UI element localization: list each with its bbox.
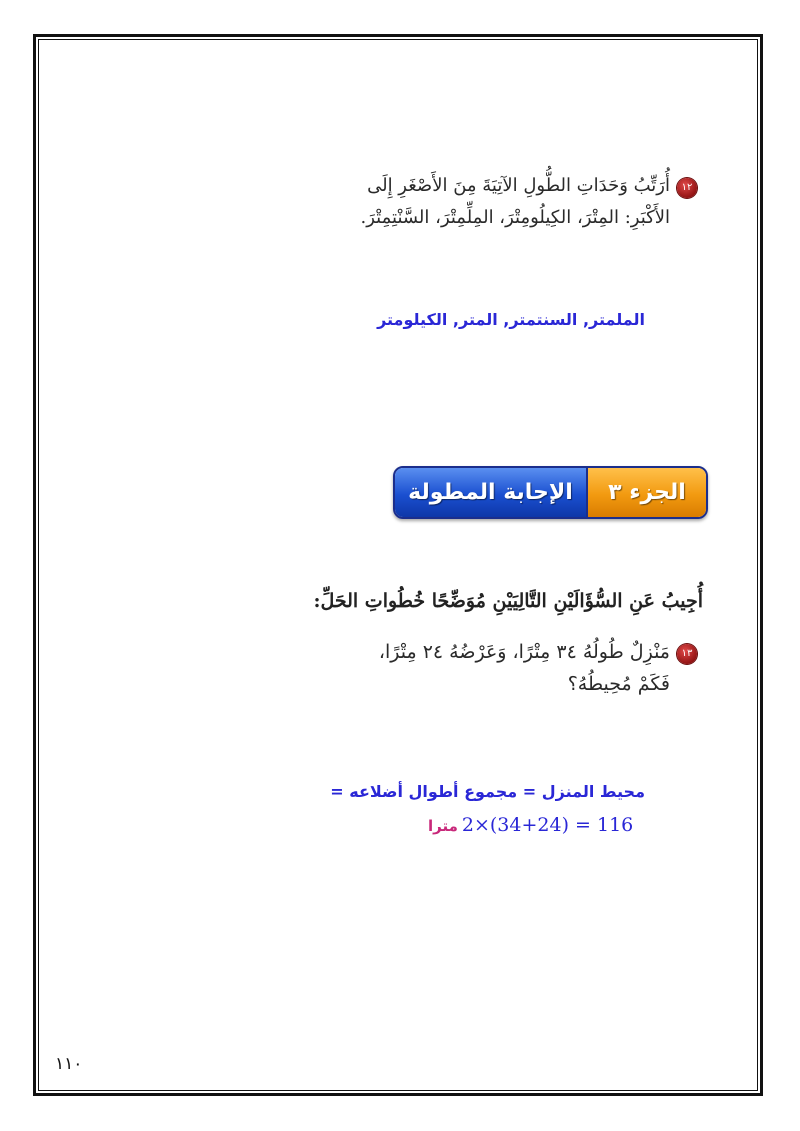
answer-13-unit: مترا — [428, 817, 458, 835]
question-13-line-1: مَنْزِلٌ طُولُهُ ٣٤ مِتْرًا، وَعَرْضُهُ ٢٤ مِتْرًا، — [378, 641, 670, 663]
question-13-number-badge: ١٣ — [677, 644, 697, 664]
question-12 — [350, 170, 670, 234]
section-banner — [393, 466, 708, 519]
banner-part-panel — [586, 468, 706, 517]
question-12-number-badge: ١٢ — [677, 178, 697, 198]
page-number: ١١٠ — [55, 1054, 83, 1074]
instructions: أُجِيبُ عَنِ السُّؤَالَيْنِ التَّالِيَيْنِ مُوَضِّحًا خُطُواتِ الحَلِّ: — [313, 590, 703, 612]
answer-13-formula: 2×(34+24) = 116 — [461, 814, 634, 836]
question-12-line-1: أُرَتِّبُ وَحَدَاتِ الطُّولِ الآتِيَةَ مِنَ الأَصْغَرِ إِلَى — [367, 175, 670, 196]
answer-13-statement: محيط المنزل = مجموع أطوال أضلاعه = — [330, 782, 645, 801]
banner-title: الإجابة المطولة — [408, 480, 573, 505]
answer-13-formula-row — [428, 814, 633, 836]
banner-part-label: الجزء ٣ — [608, 480, 686, 505]
question-12-line-2: الأَكْبَرِ: المِتْرَ، الكِيلُومِتْرَ، المِلِّمِتْرَ، السَّنْتِمِتْرَ. — [360, 207, 670, 228]
question-13 — [290, 636, 670, 700]
banner-title-panel — [395, 468, 586, 517]
answer-12: الملمتر, السنتمتر, المتر, الكيلومتر — [377, 310, 645, 329]
question-13-line-2: فَكَمْ مُحِيطُهُ؟ — [567, 673, 670, 695]
